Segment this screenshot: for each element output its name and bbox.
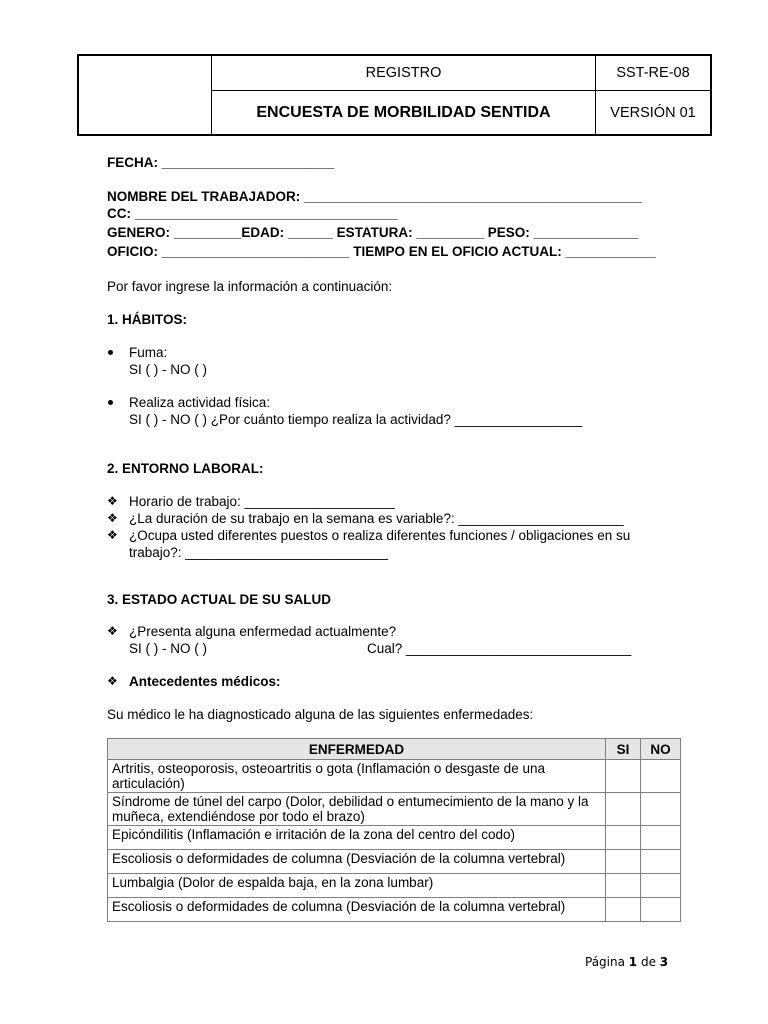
table-header-row [108,739,681,760]
fuma-options[interactable]: SI ( ) - NO ( ) [129,362,207,377]
total-pages: 3 [659,955,669,969]
table-row [108,826,681,850]
no-checkbox-cell[interactable] [641,793,681,826]
no-checkbox-cell[interactable] [641,850,681,874]
col-enfermedad-header: ENFERMEDAD [108,739,606,760]
table-row [108,760,681,793]
no-checkbox-cell[interactable] [641,874,681,898]
actividad-label: Realiza actividad física: [129,395,271,410]
si-checkbox-cell[interactable] [606,826,641,850]
document-header [77,54,712,136]
si-checkbox-cell[interactable] [606,760,641,793]
si-checkbox-cell[interactable] [606,874,641,898]
enfermedad-question: ¿Presenta alguna enfermedad actualmente? [129,624,397,639]
no-checkbox-cell[interactable] [641,898,681,922]
diamond-bullet-icon: ❖ [107,624,118,638]
bullet-icon [108,400,113,405]
puestos-field[interactable]: trabajo?: ___________________________ [129,545,389,560]
page-number [585,955,668,969]
enfermedad-cell: Escoliosis o deformidades de columna (Desviación de la columna vertebral) [108,898,606,922]
enfermedades-table [107,738,681,922]
header-registro: REGISTRO [365,65,442,81]
table-row [108,874,681,898]
genero-edad-field[interactable]: GENERO: _________EDAD: ______ ESTATURA: _________ PESO: ______________ [107,225,639,240]
diamond-bullet-icon: ❖ [107,494,118,508]
page-prefix: Página [585,955,629,969]
puestos-question: ¿Ocupa usted diferentes puestos o realiza diferentes funciones / obligaciones en su [129,528,631,543]
table-row [108,793,681,826]
nombre-field[interactable]: NOMBRE DEL TRABAJADOR: _____________________________________________ [107,189,642,204]
cc-field[interactable]: CC: ___________________________________ [107,206,398,221]
diamond-bullet-icon: ❖ [107,528,118,542]
cual-field[interactable]: Cual? ______________________________ [367,641,632,656]
enfermedad-cell: Lumbalgia (Dolor de espalda baja, en la zona lumbar) [108,874,606,898]
section-salud-heading: 3. ESTADO ACTUAL DE SU SALUD [107,592,332,607]
section-habitos-heading: 1. HÁBITOS: [107,312,188,327]
header-version: VERSIÓN 01 [610,104,696,121]
actividad-options[interactable]: SI ( ) - NO ( ) ¿Por cuánto tiempo realiza la actividad? _________________ [129,412,583,427]
section-entorno-heading: 2. ENTORNO LABORAL: [107,461,264,476]
si-checkbox-cell[interactable] [606,793,641,826]
header-code: SST-RE-08 [616,65,690,81]
enfermedad-cell: Artritis, osteoporosis, osteoartritis o gota (Inflamación o desgaste de una articulación) [108,760,606,793]
enfermedad-options[interactable]: SI ( ) - NO ( ) [129,641,207,656]
fuma-label: Fuma: [129,345,168,360]
page-middle: de [637,955,660,969]
enfermedad-cell: Epicóndilitis (Inflamación e irritación de la zona del centro del codo) [108,826,606,850]
diagnostico-text: Su médico le ha diagnosticado alguna de las siguientes enfermedades: [107,707,534,722]
duracion-field[interactable]: ¿La duración de su trabajo en la semana es variable?: ______________________ [129,511,624,526]
enfermedad-cell: Síndrome de túnel del carpo (Dolor, debilidad o entumecimiento de la mano y la muñeca, extendiéndose por todo el brazo) [108,793,606,826]
no-checkbox-cell[interactable] [641,760,681,793]
enfermedad-cell: Escoliosis o deformidades de columna (Desviación de la columna vertebral) [108,850,606,874]
fecha-field[interactable]: FECHA: _______________________ [107,155,335,170]
table-row [108,898,681,922]
si-checkbox-cell[interactable] [606,850,641,874]
col-si-header: SI [606,739,641,760]
diamond-bullet-icon: ❖ [107,674,118,688]
diamond-bullet-icon: ❖ [107,511,118,525]
table-row [108,850,681,874]
si-checkbox-cell[interactable] [606,898,641,922]
bullet-icon [108,350,113,355]
horario-field[interactable]: Horario de trabajo: ____________________ [129,494,395,509]
current-page: 1 [628,955,638,969]
document-title: ENCUESTA DE MORBILIDAD SENTIDA [256,103,551,121]
no-checkbox-cell[interactable] [641,826,681,850]
antecedentes-heading: Antecedentes médicos: [129,674,281,689]
oficio-field[interactable]: OFICIO: _________________________ TIEMPO EN EL OFICIO ACTUAL: ____________ [107,244,656,259]
col-no-header: NO [641,739,681,760]
intro-text: Por favor ingrese la información a continuación: [107,279,393,294]
